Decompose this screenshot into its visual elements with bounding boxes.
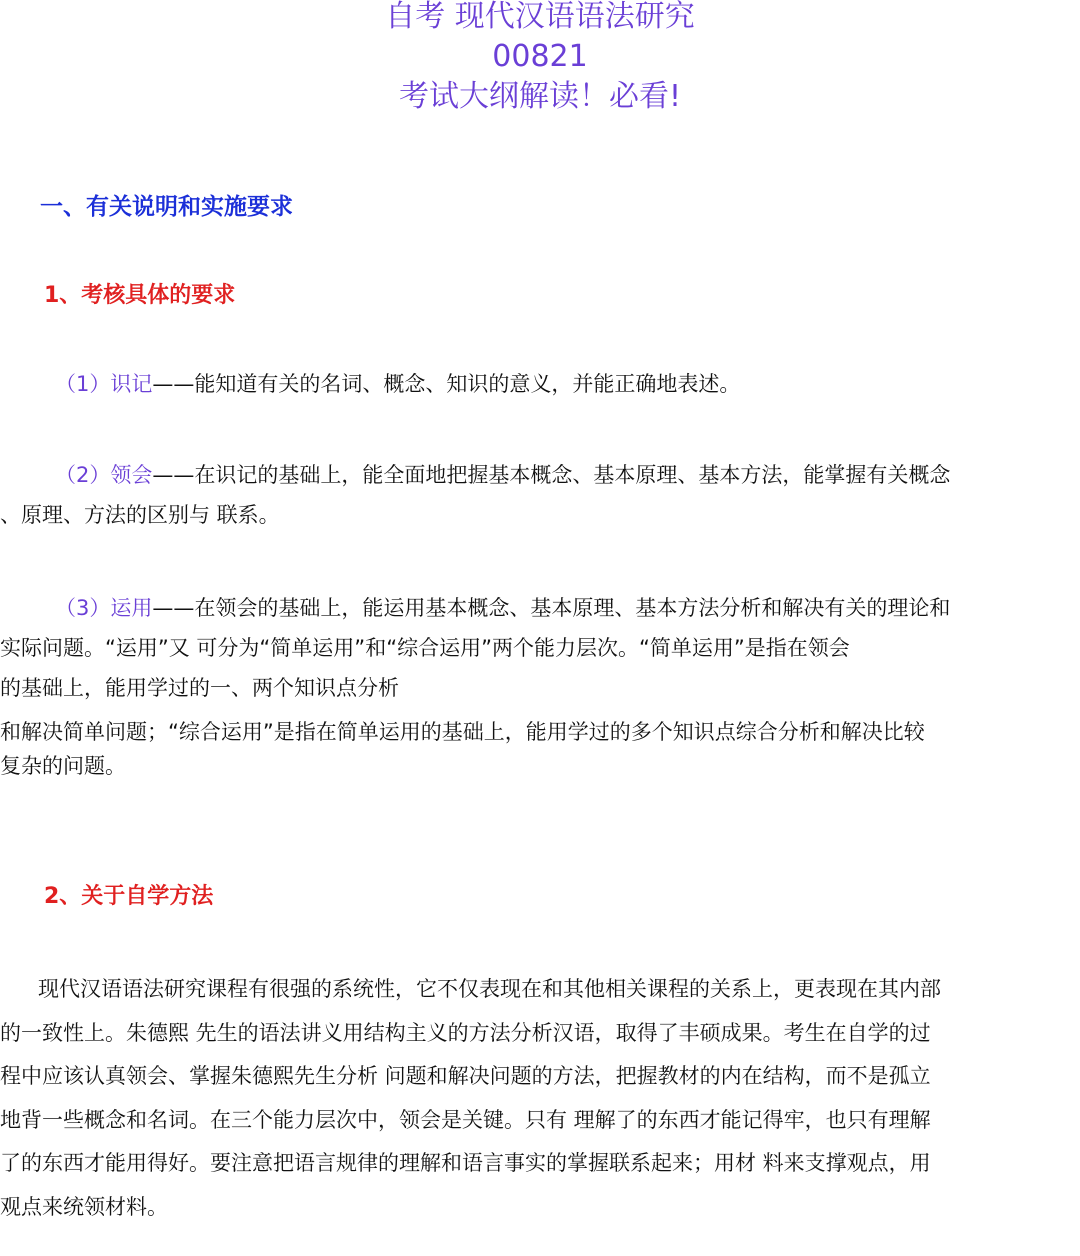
item-dash: —— [152, 596, 195, 620]
item-text: 在领会的基础上，能运用基本概念、基本原理、基本方法分析和解决有关的理论和 [194, 596, 951, 620]
title-line-tagline: 考试大纲解读！必看! [398, 79, 682, 114]
requirement-item-apply [0, 588, 1078, 786]
item-text: 实际问题。“运用”又 可分为“简单运用”和“综合运用”两个能力层次。“简单运用”是指在领会 [0, 636, 850, 660]
item-dash: —— [152, 372, 195, 396]
title-line-course: 自考 现代汉语语法研究 [385, 0, 695, 34]
item-text: 复杂的问题。 [0, 754, 126, 778]
item-text: 和解决简单问题；“综合运用”是指在简单运用的基础上，能用学过的多个知识点综合分析和解决比较 [0, 720, 925, 744]
paragraph-line: 程中应该认真领会、掌握朱德熙先生分析 问题和解决问题的方法，把握教材的内在结构，而不是孤立 [0, 1064, 931, 1088]
paragraph-line: 现代汉语语法研究课程有很强的系统性，它不仅表现在和其他相关课程的关系上，更表现在其内部 [38, 977, 941, 1001]
subheading-self-study-method: 2、关于自学方法 [44, 884, 214, 909]
paragraph-line: 地背一些概念和名词。在三个能力层次中，领会是关键。只有 理解了的东西才能记得牢，也只有理解 [0, 1107, 931, 1132]
section-heading-requirements: 一、有关说明和实施要求 [40, 194, 293, 220]
paragraph-line: 了的东西才能用得好。要注意把语言规律的理解和语言事实的掌握联系起来；用材 料来支撑观点，用 [0, 1151, 931, 1175]
item-text: 、原理、方法的区别与 联系。 [0, 503, 280, 527]
item-tag: （1）识记 [55, 372, 153, 396]
document-title [0, 0, 1080, 117]
item-tag: （2）领会 [55, 463, 153, 487]
paragraph-line: 观点来统领材料。 [0, 1194, 168, 1219]
item-text: 的基础上，能用学过的一、两个知识点分析 [0, 676, 399, 700]
item-dash: —— [152, 463, 195, 487]
item-text: 在识记的基础上，能全面地把握基本概念、基本原理、基本方法，能掌握有关概念 [194, 463, 951, 487]
subheading-assessment-requirements: 1、考核具体的要求 [44, 283, 236, 308]
paragraph-line: 的一致性上。朱德熙 先生的语法讲义用结构主义的方法分析汉语，取得了丰硕成果。考生在自学的过 [0, 1020, 931, 1045]
item-text: 能知道有关的名词、概念、知识的意义，并能正确地表述。 [194, 372, 741, 396]
self-study-paragraph [0, 968, 1078, 1229]
requirement-item-memorize [0, 364, 1078, 404]
title-line-code: 00821 [492, 39, 588, 74]
item-tag: （3）运用 [55, 596, 153, 620]
requirement-item-comprehend [0, 455, 1078, 535]
